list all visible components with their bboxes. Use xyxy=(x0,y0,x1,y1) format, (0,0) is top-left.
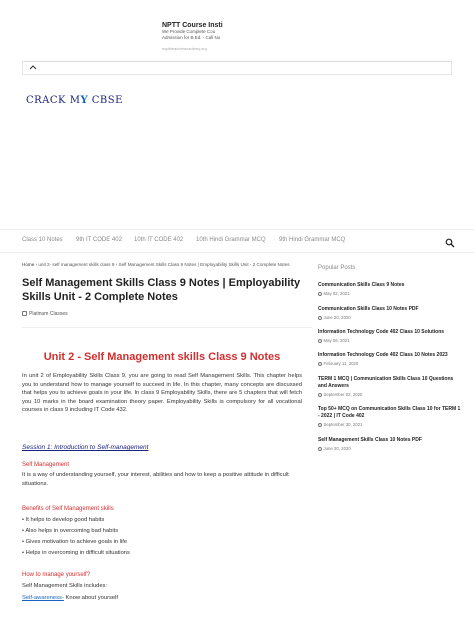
ad-line-1: We Provide Complete Cou xyxy=(162,29,216,34)
popular-post-title[interactable]: Top 50+ MCQ on Communication Skills Class 10 for TERM 1 - 2022 | IT Code 402 xyxy=(318,406,461,419)
clock-icon xyxy=(318,423,322,427)
breadcrumb xyxy=(22,262,290,267)
ad-banner[interactable] xyxy=(162,22,302,51)
self-awareness-line xyxy=(22,595,118,601)
popular-post-date: June 20, 2020 xyxy=(318,446,463,451)
self-management-text: It is a way of understanding yourself, your interest, abilities and how to keep a positive attitude in difficult situations. xyxy=(22,472,289,487)
list-item: • Gives motivation to achieve goals in life xyxy=(22,539,128,545)
nav-item-10th-it-code[interactable]: 10th IT CODE 402 xyxy=(134,237,184,243)
popular-post-title[interactable]: Information Technology Code 402 Class 10 Solutions xyxy=(318,329,445,335)
logo-mark: Y xyxy=(80,95,89,106)
unit-heading: Unit 2 - Self Management skills Class 9 Notes xyxy=(43,351,281,363)
nav-item-10th-hindi[interactable]: 10th Hindi Grammar MCQ xyxy=(196,237,266,243)
nav-item-9th-hindi[interactable]: 9th Hindi Grammar MCQ xyxy=(279,237,346,243)
nav-item-class-10-notes[interactable]: Class 10 Notes xyxy=(22,237,63,243)
post-title: Self Management Skills Class 9 Notes | Employability Skills Unit - 2 Complete Notes xyxy=(22,277,301,303)
popular-post-title[interactable]: Self Management Skills Class 10 Notes PDF xyxy=(318,437,422,443)
popular-post-date: May 06, 2021 xyxy=(318,338,463,343)
logo-text-left: CRACK M xyxy=(26,95,81,106)
ad-url[interactable]: nspttteacheracademy.org xyxy=(162,46,207,51)
popular-post-title[interactable]: Communication Skills Class 9 Notes xyxy=(318,282,405,288)
popular-post[interactable] xyxy=(318,437,463,451)
clock-icon xyxy=(318,447,322,451)
intro-paragraph: In unit 2 of Employability Skills Class 9, you are going to read Self Management Skills. This chapter helps you to understand how to manage yourself to succeed in life. In this chapter, many concepts are discussed that helps you to achieve goals in your life. In class 9 Employability Skills, there are 5 chapters that will fetch you 10 marks in the board examination theory paper. Employability Skills is compulsory for all vocational courses in class 9 including IT Code 432. xyxy=(22,373,302,413)
popular-post-date: June 20, 2020 xyxy=(318,315,463,320)
popular-posts-title: Popular Posts xyxy=(318,265,356,271)
popular-post[interactable] xyxy=(318,306,463,320)
popular-post[interactable] xyxy=(318,376,463,397)
popular-post[interactable] xyxy=(318,282,463,296)
includes-text: Self Management Skills includes: xyxy=(22,583,108,589)
self-management-heading: Self Management xyxy=(22,462,70,468)
popular-post[interactable] xyxy=(318,406,463,427)
benefits-heading: Benefits of Self Management skills xyxy=(22,506,114,512)
popular-post-date: September 02, 2020 xyxy=(318,392,463,397)
clock-icon xyxy=(318,393,322,397)
self-awareness-text: Know about yourself xyxy=(63,595,119,601)
ad-collapse-bar[interactable] xyxy=(22,61,452,75)
list-item: • It helps to develop good habits xyxy=(22,517,105,523)
ad-title[interactable]: NPTT Course Insti xyxy=(162,22,223,29)
clock-icon xyxy=(318,316,322,320)
search-icon[interactable] xyxy=(445,235,455,245)
author-name[interactable]: Platinum Classes xyxy=(29,311,68,317)
popular-post-date: September 30, 2021 xyxy=(318,422,463,427)
popular-post-title[interactable]: TERM 1 MCQ | Communication Skills Class 10 Questions and Answers xyxy=(318,376,454,389)
breadcrumb-path[interactable]: › unit 2- self management skills class 9 › Self Management Skills Class 9 Notes | Employability Skills Unit - 2 Complete Notes xyxy=(34,262,290,267)
site-logo[interactable] xyxy=(26,95,123,106)
divider xyxy=(22,327,312,328)
clock-icon xyxy=(318,362,322,366)
popular-post-date: February 11, 2020 xyxy=(318,361,463,366)
logo-text-right: CBSE xyxy=(88,95,123,106)
popular-post[interactable] xyxy=(318,329,463,343)
clock-icon xyxy=(318,292,322,296)
clock-icon xyxy=(318,339,322,343)
session-heading: Session 1: Introduction to Self-management xyxy=(22,444,149,451)
chevron-up-icon[interactable] xyxy=(29,63,37,72)
popular-post[interactable] xyxy=(318,352,463,366)
popular-post-date: May 02, 2021 xyxy=(318,291,463,296)
self-awareness-link[interactable]: Self-awareness- xyxy=(22,595,64,601)
list-item: • Helps in overcoming in difficult situations xyxy=(22,550,130,556)
author-icon xyxy=(22,311,27,316)
popular-post-title[interactable]: Information Technology Code 402 Class 10 Notes 2023 xyxy=(318,352,448,358)
ad-line-2: Admission for B.Ed. - Call No xyxy=(162,35,221,40)
how-to-manage-heading: How to manage yourself? xyxy=(22,572,91,578)
post-author[interactable] xyxy=(22,311,68,317)
popular-post-title[interactable]: Communication Skills Class 10 Notes PDF xyxy=(318,306,419,312)
nav-item-9th-it-code[interactable]: 9th IT CODE 402 xyxy=(76,237,122,243)
main-nav xyxy=(0,229,474,253)
breadcrumb-home[interactable]: Home xyxy=(22,262,35,267)
list-item: • Also helps in overcoming bad habits xyxy=(22,528,119,534)
